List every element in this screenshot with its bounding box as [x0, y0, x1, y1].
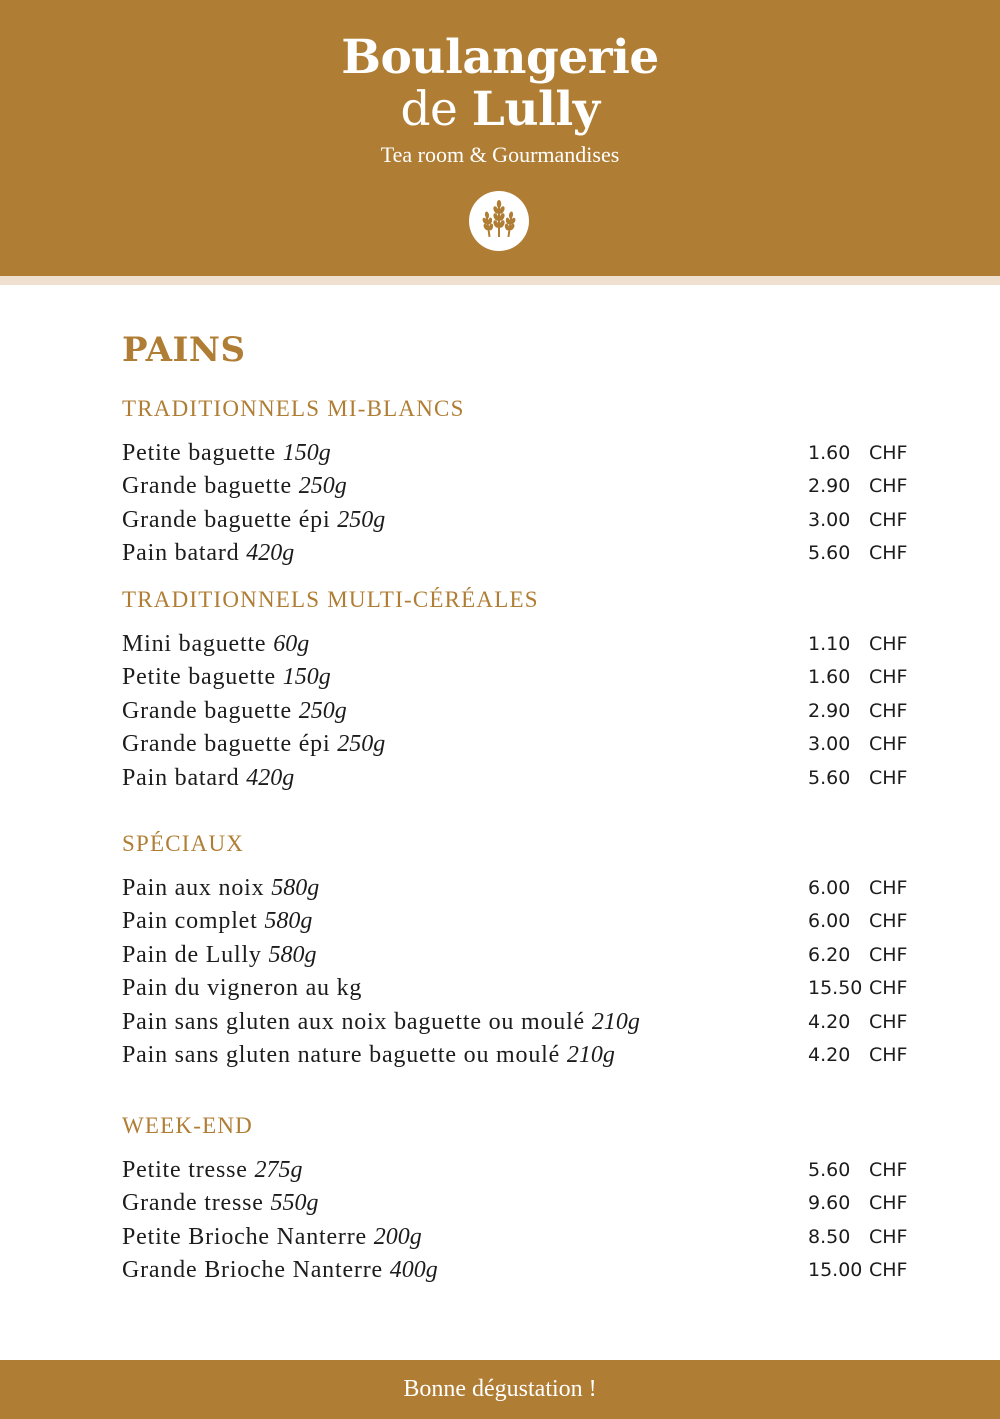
item-price: 6.00	[808, 877, 851, 899]
item-currency: CHF	[869, 1259, 908, 1281]
brand-de: de	[400, 82, 458, 137]
footer-text: Bonne dégustation !	[403, 1376, 597, 1402]
item-name-group	[122, 1190, 319, 1217]
item-currency: CHF	[869, 1192, 908, 1214]
item-name: Pain batard	[122, 540, 240, 566]
item-name: Pain de Lully	[122, 942, 262, 968]
item-currency: CHF	[869, 666, 908, 688]
item-weight: 250g	[337, 731, 386, 757]
section-title-pains: PAINS	[122, 330, 246, 370]
item-currency: CHF	[869, 877, 908, 899]
item-name-group	[122, 1009, 640, 1036]
item-weight: 210g	[591, 1009, 640, 1035]
item-name-group	[122, 975, 362, 1002]
item-price: 15.50	[808, 977, 863, 999]
item-price: 3.00	[808, 509, 851, 531]
item-name-group	[122, 908, 312, 935]
menu-item-row	[122, 1257, 912, 1287]
group-title: TRADITIONNELS MULTI-CÉRÉALES	[122, 587, 539, 612]
item-weight: 420g	[246, 765, 295, 791]
item-currency: CHF	[869, 767, 908, 789]
item-name: Petite tresse	[122, 1157, 248, 1183]
menu-item-row	[122, 698, 912, 728]
item-price: 5.60	[808, 767, 851, 789]
item-currency: CHF	[869, 977, 908, 999]
group-title: WEEK-END	[122, 1113, 253, 1138]
item-name-group	[122, 942, 317, 969]
item-price: 9.60	[808, 1192, 851, 1214]
item-price: 2.90	[808, 475, 851, 497]
item-weight: 275g	[254, 1157, 303, 1183]
item-name-group	[122, 1224, 422, 1251]
item-currency: CHF	[869, 944, 908, 966]
item-weight: 550g	[270, 1190, 319, 1216]
item-name-group	[122, 631, 309, 658]
menu-item-row	[122, 540, 912, 570]
item-name: Grande baguette épi	[122, 507, 331, 533]
item-currency: CHF	[869, 633, 908, 655]
item-weight: 250g	[337, 507, 386, 533]
menu-item-row	[122, 942, 912, 972]
item-name: Grande baguette	[122, 473, 292, 499]
item-price: 2.90	[808, 700, 851, 722]
item-name-group	[122, 1257, 438, 1284]
item-price: 6.00	[808, 910, 851, 932]
item-currency: CHF	[869, 910, 908, 932]
item-currency: CHF	[869, 509, 908, 531]
menu-item-row	[122, 631, 912, 661]
item-name: Grande Brioche Nanterre	[122, 1257, 383, 1283]
item-weight: 250g	[298, 473, 347, 499]
item-weight: 200g	[373, 1224, 422, 1250]
item-name: Petite baguette	[122, 664, 276, 690]
item-weight: 150g	[282, 664, 331, 690]
item-name-group	[122, 507, 385, 534]
item-name-group	[122, 765, 294, 792]
item-currency: CHF	[869, 733, 908, 755]
item-currency: CHF	[869, 1011, 908, 1033]
item-weight: 420g	[246, 540, 295, 566]
item-price: 4.20	[808, 1011, 851, 1033]
item-name-group	[122, 731, 385, 758]
item-name: Grande baguette épi	[122, 731, 331, 757]
item-price: 5.60	[808, 542, 851, 564]
menu-item-row	[122, 731, 912, 761]
item-name: Pain sans gluten nature baguette ou moulé	[122, 1042, 561, 1068]
item-weight: 60g	[273, 631, 310, 657]
item-price: 1.10	[808, 633, 851, 655]
item-currency: CHF	[869, 442, 908, 464]
menu-item-row	[122, 1190, 912, 1220]
item-price: 3.00	[808, 733, 851, 755]
item-weight: 250g	[298, 698, 347, 724]
menu-item-row	[122, 908, 912, 938]
item-name-group	[122, 440, 331, 467]
brand-name-line2	[0, 82, 1000, 137]
item-weight: 210g	[566, 1042, 615, 1068]
menu-item-row	[122, 1042, 912, 1072]
brand-lully: Lully	[471, 82, 600, 137]
item-price: 4.20	[808, 1044, 851, 1066]
item-name-group	[122, 664, 331, 691]
menu-item-row	[122, 1224, 912, 1254]
tagline: Tea room & Gourmandises	[380, 142, 620, 167]
header-divider-band	[0, 276, 1000, 285]
item-weight: 580g	[268, 942, 317, 968]
item-price: 8.50	[808, 1226, 851, 1248]
item-weight: 580g	[271, 875, 320, 901]
item-name-group	[122, 1042, 615, 1069]
item-currency: CHF	[869, 1226, 908, 1248]
item-name: Pain batard	[122, 765, 240, 791]
item-currency: CHF	[869, 475, 908, 497]
item-name: Mini baguette	[122, 631, 267, 657]
item-name-group	[122, 698, 347, 725]
item-price: 1.60	[808, 666, 851, 688]
menu-item-row	[122, 440, 912, 470]
item-price: 1.60	[808, 442, 851, 464]
menu-item-row	[122, 664, 912, 694]
wheat-icon	[469, 191, 529, 251]
item-currency: CHF	[869, 542, 908, 564]
item-currency: CHF	[869, 1044, 908, 1066]
item-currency: CHF	[869, 1159, 908, 1181]
menu-item-row	[122, 507, 912, 537]
item-name: Pain du vigneron au kg	[122, 975, 363, 1001]
menu-item-row	[122, 975, 912, 1005]
item-name-group	[122, 1157, 303, 1184]
group-title: SPÉCIAUX	[122, 831, 245, 856]
brand-name-line1: Boulangerie	[341, 30, 659, 85]
item-price: 15.00	[808, 1259, 863, 1281]
menu-item-row	[122, 875, 912, 905]
item-name: Grande tresse	[122, 1190, 264, 1216]
item-name-group	[122, 540, 294, 567]
item-name: Pain sans gluten aux noix baguette ou moulé	[122, 1009, 585, 1035]
item-price: 5.60	[808, 1159, 851, 1181]
item-name: Petite baguette	[122, 440, 276, 466]
item-price: 6.20	[808, 944, 851, 966]
menu-item-row	[122, 765, 912, 795]
item-name-group	[122, 473, 347, 500]
footer-banner	[0, 1360, 1000, 1419]
item-weight: 400g	[389, 1257, 438, 1283]
item-name: Grande baguette	[122, 698, 292, 724]
item-name-group	[122, 875, 319, 902]
item-name: Petite Brioche Nanterre	[122, 1224, 367, 1250]
header-banner	[0, 0, 1000, 276]
menu-item-row	[122, 473, 912, 503]
item-name: Pain aux noix	[122, 875, 265, 901]
item-weight: 580g	[264, 908, 313, 934]
item-name: Pain complet	[122, 908, 258, 934]
item-currency: CHF	[869, 700, 908, 722]
group-title: TRADITIONNELS MI-BLANCS	[122, 396, 465, 421]
menu-item-row	[122, 1009, 912, 1039]
item-weight: 150g	[282, 440, 331, 466]
menu-item-row	[122, 1157, 912, 1187]
